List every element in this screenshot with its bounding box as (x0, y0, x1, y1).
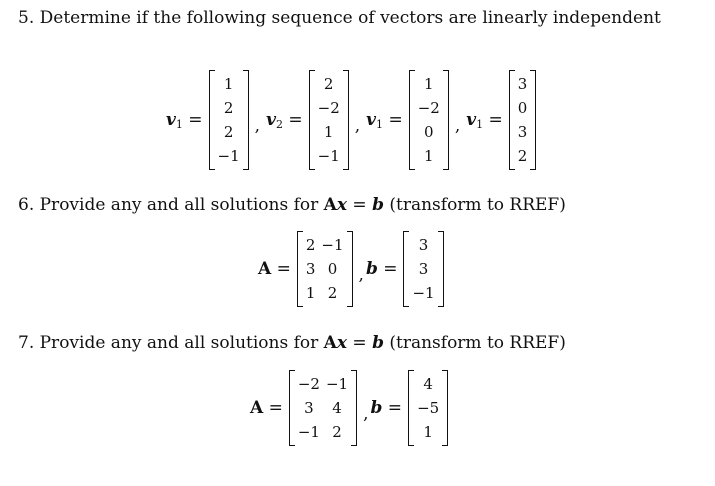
vector-3-label: $v_1$ = (366, 109, 403, 131)
matrix-cell: −1 (297, 423, 320, 441)
matrix-a-label: A = (250, 398, 283, 418)
vector-2-entry-4: −1 (317, 147, 340, 165)
vector-4-label: $v_1$ = (466, 109, 503, 131)
matrix-cell: 2 (305, 236, 316, 254)
vector-b-label: b = (365, 259, 398, 279)
vector-1-entry-4: −1 (217, 147, 240, 165)
matrix-cell: 2 (332, 423, 342, 441)
vector-3-entry-4: 1 (423, 147, 434, 165)
vector-1-entry-1: 1 (223, 75, 234, 93)
matrix-a (297, 231, 353, 307)
vector-1-entry-2: 2 (223, 99, 234, 117)
vector-4-matrix (509, 70, 537, 170)
vector-b (403, 231, 443, 307)
vector-separator: , (354, 116, 361, 136)
problem-6-text: 6. Provide any and all solutions for Ax = b (transform to RREF) (18, 195, 566, 215)
vector-b-label: b = (370, 398, 403, 418)
matrix-cell: −1 (321, 236, 344, 254)
vector-separator: , (254, 116, 261, 136)
vector-3-matrix (409, 70, 449, 170)
matrix-cell: 3 (304, 399, 314, 417)
vector-4-entry-2: 0 (517, 99, 528, 117)
matrix-separator: , (363, 404, 369, 424)
vector-4-entry-1: 3 (517, 75, 528, 93)
vector-1-label: $v_1$ = (166, 109, 203, 131)
vector-b-entry: 4 (423, 375, 433, 393)
matrix-cell: 4 (332, 399, 342, 417)
matrix-cell: −2 (297, 375, 320, 393)
vector-2-entry-2: −2 (317, 99, 340, 117)
vector-2-entry-3: 1 (323, 123, 334, 141)
vector-1-entry-3: 2 (223, 123, 234, 141)
matrix-cell: −1 (325, 375, 349, 393)
vector-3-entry-3: 0 (423, 123, 434, 141)
problem-6-system (258, 231, 444, 307)
vector-b (408, 370, 448, 446)
problem-7-system (250, 370, 448, 446)
vector-separator: , (454, 116, 461, 136)
vector-4-entry-4: 2 (517, 147, 528, 165)
problem-5-text: 5. Determine if the following sequence of vectors are linearly independent (18, 8, 661, 28)
matrix-separator: , (358, 265, 364, 285)
vector-b-entry: 1 (423, 423, 433, 441)
vector-2-matrix (309, 70, 349, 170)
vector-b-entry: 3 (418, 260, 429, 278)
matrix-a (289, 370, 357, 446)
vector-b-entry: −5 (417, 399, 440, 417)
matrix-a-label: A = (258, 259, 291, 279)
vector-4-entry-3: 3 (517, 123, 528, 141)
vector-2-label: $v_2$ = (266, 109, 303, 131)
matrix-cell: 3 (305, 260, 316, 278)
vector-3-entry-1: 1 (423, 75, 434, 93)
vector-b-entry: 3 (418, 236, 429, 254)
problem-5-vectors (166, 70, 536, 170)
matrix-cell: 1 (305, 284, 316, 302)
matrix-cell: 2 (327, 284, 338, 302)
vector-3-entry-2: −2 (417, 99, 440, 117)
vector-1-matrix (209, 70, 249, 170)
vector-2-entry-1: 2 (323, 75, 334, 93)
vector-b-entry: −1 (412, 284, 435, 302)
matrix-cell: 0 (327, 260, 338, 278)
problem-7-text: 7. Provide any and all solutions for Ax = b (transform to RREF) (18, 333, 566, 353)
